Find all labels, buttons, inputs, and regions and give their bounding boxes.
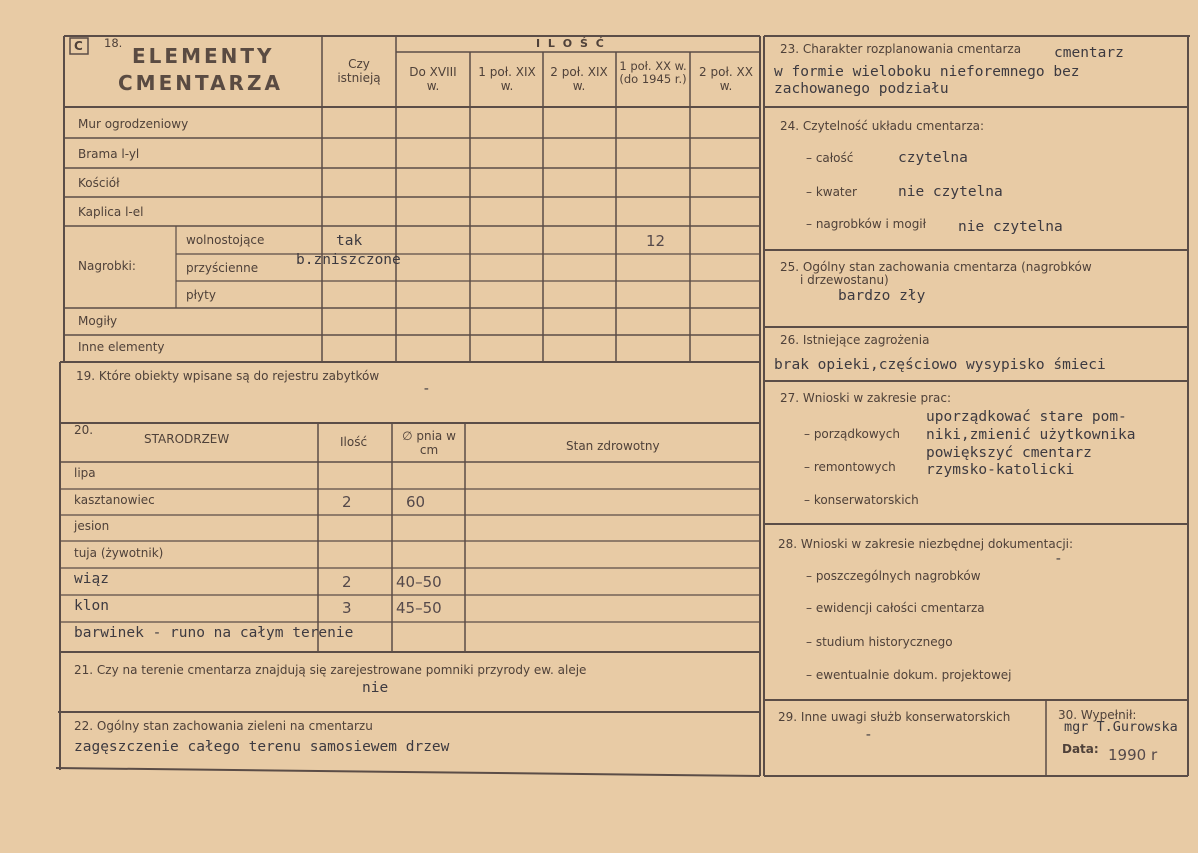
section-23-label: 23. Charakter rozplanowania cmentarza <box>780 42 1022 56</box>
period-header-1: Do XVIII w. <box>409 65 457 93</box>
section-18-number: 18. <box>104 36 123 50</box>
tree-extra-row: barwinek - runo na całym terenie <box>74 625 354 641</box>
period-header-2: 1 poł. XIX w. <box>478 65 536 93</box>
tree-name-1: kasztanowiec <box>74 493 155 507</box>
section-22-label: 22. Ogólny stan zachowania zieleni na cmentarzu <box>74 719 373 733</box>
row-inne: Inne elementy <box>78 340 165 354</box>
tree-name-4: wiąz <box>74 571 109 587</box>
period-header-4: 1 poł. XX w. (do 1945 r.) <box>619 59 687 87</box>
section-23-value2: w formie wieloboku nieforemnego bez <box>774 64 1080 80</box>
row-nagrobki: Nagrobki: <box>78 259 136 273</box>
ilosc-header: I L O Ś Ć <box>536 37 606 50</box>
starodrzew-col-pnia: ∅ pnia w cm <box>402 429 456 457</box>
works-value-0: uporządkować stare pom- <box>926 409 1127 425</box>
section-19-value: - <box>422 381 431 397</box>
section-25-label1: 25. Ogólny stan zachowania cmentarza (nagrobków <box>780 260 1092 274</box>
period-header-5: 2 poł. XX w. <box>699 65 753 93</box>
section-19-label: 19. Które obiekty wpisane są do rejestru zabytków <box>76 369 380 383</box>
tree-pnia-1: 60 <box>406 493 426 511</box>
section-20-number: 20. <box>74 423 94 437</box>
section-25-label2: i drzewostanu) <box>800 273 889 287</box>
tree-pnia-4: 40–50 <box>396 573 442 591</box>
starodrzew-title: STARODRZEW <box>144 432 230 446</box>
tree-ilosc-5: 3 <box>342 599 352 617</box>
legibility-value-2: nie czytelna <box>958 219 1063 235</box>
section-22-value: zagęszczenie całego terenu samosiewem drzew <box>74 739 450 755</box>
works-item-1: – remontowych <box>804 460 896 474</box>
legibility-value-1: nie czytelna <box>898 184 1003 200</box>
c-box-letter: C <box>74 39 83 53</box>
date-label: Data: <box>1062 742 1099 756</box>
section-25-value: bardzo zły <box>838 288 926 304</box>
tree-name-5: klon <box>74 598 109 614</box>
period-header-3: 2 poł. XIX w. <box>550 65 608 93</box>
section-26-value: brak opieki,częściowo wysypisko śmieci <box>774 357 1106 373</box>
legibility-item-2: – nagrobków i mogił <box>806 217 927 231</box>
date-value: 1990 r <box>1108 746 1158 764</box>
przyscienne-note: b.zniszczone <box>296 252 401 268</box>
section-24-label: 24. Czytelność układu cmentarza: <box>780 119 985 133</box>
docs-item-2: – studium historycznego <box>806 635 953 649</box>
row-plyty: płyty <box>186 288 216 302</box>
section-27-label: 27. Wnioski w zakresie prac: <box>780 391 952 405</box>
works-value-3: rzymsko-katolicki <box>926 462 1075 478</box>
row-kosciol: Kościół <box>78 176 120 190</box>
tree-name-3: tuja (żywotnik) <box>74 546 164 560</box>
works-value-2: powiększyć cmentarz <box>926 445 1092 461</box>
starodrzew-col-stan: Stan zdrowotny <box>566 439 660 453</box>
works-item-0: – porządkowych <box>804 427 900 441</box>
czy-istnieja-header: Czy istnieją <box>337 57 381 85</box>
starodrzew-col-ilosc: Ilość <box>340 435 368 449</box>
row-mogily: Mogiły <box>78 314 118 328</box>
section-21-label: 21. Czy na terenie cmentarza znajdują się zarejestrowane pomniki przyrody ew. aleje <box>74 663 587 677</box>
section-29-value: - <box>864 727 873 743</box>
section-23-value1: cmentarz <box>1054 45 1124 61</box>
section-30-value: mgr T.Gurowska <box>1064 719 1178 735</box>
row-wolnostojace: wolnostojące <box>186 233 265 247</box>
tree-pnia-5: 45–50 <box>396 599 442 617</box>
section-28-label: 28. Wnioski w zakresie niezbędnej dokumentacji: <box>778 537 1074 551</box>
docs-item-3: – ewentualnie dokum. projektowej <box>806 668 1012 682</box>
elements-title-line2: CMENTARZA <box>118 71 283 95</box>
row-kaplica: Kaplica l-el <box>78 205 144 219</box>
section-30-label: 30. Wypełnił: <box>1058 708 1137 722</box>
docs-item-0: – poszczególnych nagrobków <box>806 569 981 583</box>
row-przyscienne: przyścienne <box>186 261 259 275</box>
tree-name-2: jesion <box>74 519 110 533</box>
docs-item-1: – ewidencji całości cmentarza <box>806 601 985 615</box>
wolnostojace-czy-value: tak <box>336 233 363 249</box>
tree-ilosc-1: 2 <box>342 493 352 511</box>
tree-name-0: lipa <box>74 466 96 480</box>
section-21-value: nie <box>362 680 389 696</box>
row-mur: Mur ogrodzeniowy <box>78 117 189 131</box>
section-28-mark: - <box>1054 551 1063 567</box>
tree-ilosc-4: 2 <box>342 573 352 591</box>
legibility-value-0: czytelna <box>898 150 968 166</box>
section-23-value3: zachowanego podziału <box>774 81 949 97</box>
works-value-1: niki,zmienić użytkownika <box>926 427 1136 443</box>
legibility-item-0: – całość <box>806 151 854 165</box>
legibility-item-1: – kwater <box>806 185 857 199</box>
wolnostojace-count-value: 12 <box>646 232 666 250</box>
row-brama: Brama l-yl <box>78 147 140 161</box>
works-item-2: – konserwatorskich <box>804 493 919 507</box>
section-26-label: 26. Istniejące zagrożenia <box>780 333 930 347</box>
section-29-label: 29. Inne uwagi służb konserwatorskich <box>778 710 1011 724</box>
elements-title-line1: ELEMENTY <box>132 44 275 68</box>
